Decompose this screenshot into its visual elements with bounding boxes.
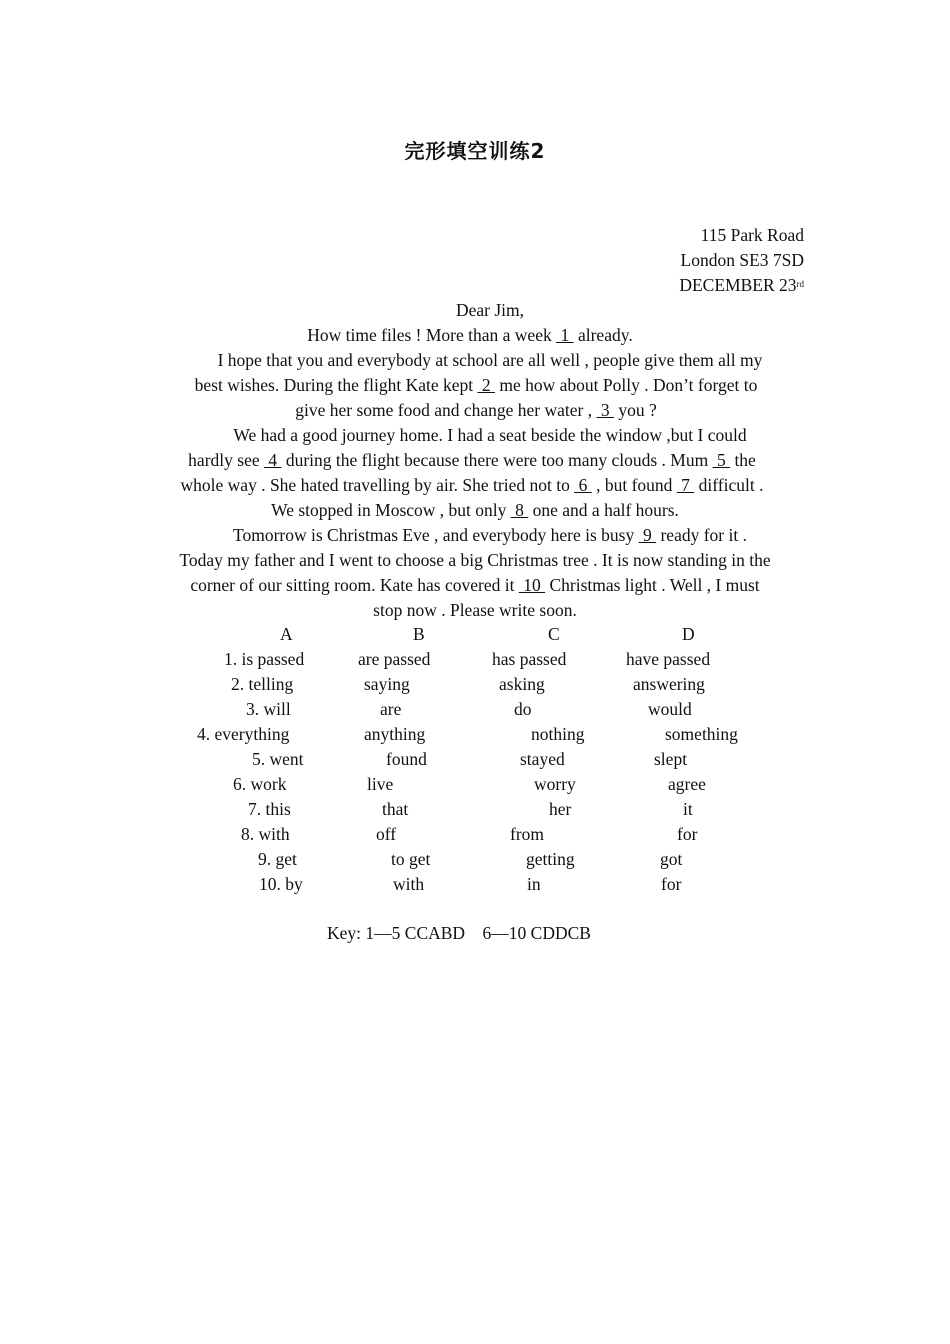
letter-text: me how about Polly . Don’t forget to	[495, 375, 758, 395]
option-cell: has passed	[492, 649, 567, 669]
letter-text: stop now . Please write soon.	[373, 600, 577, 620]
option-cell: 4. everything	[197, 724, 290, 744]
option-cell: something	[665, 724, 738, 744]
letter-text: , but found	[591, 475, 677, 495]
option-cell: slept	[654, 749, 688, 769]
date-main: DECEMBER 23	[679, 275, 797, 295]
option-cell: asking	[499, 674, 545, 694]
option-cell: are passed	[358, 649, 431, 669]
option-cell: do	[514, 699, 532, 719]
option-cell: answering	[633, 674, 705, 694]
letter-line	[0, 473, 947, 498]
option-column-header: A	[280, 624, 293, 644]
option-cell: her	[549, 799, 572, 819]
blank-number: 9	[638, 525, 657, 545]
letter-line	[0, 573, 950, 598]
option-cell: it	[683, 799, 693, 819]
option-cell: got	[660, 849, 683, 869]
blank-number: 2	[477, 375, 496, 395]
letter-text: Today my father and I went to choose a big Christmas tree . It is now standing in the	[179, 550, 771, 570]
option-cell: with	[393, 874, 425, 894]
letter-date	[679, 273, 804, 298]
letter-text: give her some food and change her water ,	[295, 400, 597, 420]
option-cell: would	[648, 699, 692, 719]
letter-text: the	[730, 450, 756, 470]
option-cell: agree	[668, 774, 706, 794]
letter-text: best wishes. During the flight Kate kept	[194, 375, 478, 395]
option-cell: worry	[534, 774, 576, 794]
option-cell: in	[527, 874, 541, 894]
blank-number: 4	[263, 450, 282, 470]
option-cell: that	[382, 799, 409, 819]
blank-number: 5	[712, 450, 731, 470]
letter-text: already.	[573, 325, 633, 345]
letter-text: whole way . She hated travelling by air. She tried not to	[180, 475, 575, 495]
letter-text: during the flight because there were too many clouds . Mum	[281, 450, 713, 470]
letter-text: Tomorrow is Christmas Eve , and everybody here is busy	[233, 525, 639, 545]
option-cell: 2. telling	[231, 674, 294, 694]
letter-text: ready for it .	[656, 525, 747, 545]
letter-text: How time files ! More than a week	[307, 325, 557, 345]
letter-line	[1, 373, 950, 398]
option-cell: 6. work	[233, 774, 287, 794]
blank-number: 7	[676, 475, 695, 495]
letter-text: corner of our sitting room. Kate has covered it	[190, 575, 519, 595]
option-cell: 7. this	[248, 799, 291, 819]
option-column-header: D	[682, 624, 695, 644]
date-suffix: rd	[796, 279, 804, 289]
letter-text: Christmas light . Well , I must	[545, 575, 760, 595]
option-cell: 10. by	[259, 874, 303, 894]
letter-text: you ?	[614, 400, 657, 420]
option-cell: 3. will	[246, 699, 291, 719]
option-cell: 5. went	[252, 749, 304, 769]
option-cell: 1. is passed	[224, 649, 305, 669]
option-cell: 8. with	[241, 824, 290, 844]
blank-number: 3	[596, 400, 614, 420]
option-cell: live	[367, 774, 394, 794]
letter-line	[0, 598, 950, 623]
letter-line	[1, 398, 950, 423]
letter-greeting: Dear Jim,	[455, 300, 525, 320]
blank-number: 6	[574, 475, 592, 495]
option-cell: nothing	[531, 724, 585, 744]
letter-text: We had a good journey home. I had a seat beside the window ,but I could	[233, 425, 747, 445]
option-cell: saying	[364, 674, 410, 694]
blank-number: 1	[556, 325, 574, 345]
letter-text: hardly see	[188, 450, 264, 470]
option-column-header: C	[548, 624, 560, 644]
option-cell: to get	[391, 849, 431, 869]
letter-line	[0, 548, 950, 573]
option-cell: anything	[364, 724, 426, 744]
page-title: 完形填空训练2	[404, 139, 546, 163]
blank-number: 10	[518, 575, 546, 595]
option-cell: from	[510, 824, 545, 844]
option-column-header: B	[413, 624, 425, 644]
option-cell: are	[380, 699, 402, 719]
answer-key: Key: 1—5 CCABD 6—10 CDDCB	[327, 923, 591, 943]
option-cell: 9. get	[258, 849, 297, 869]
option-cell: stayed	[520, 749, 565, 769]
option-cell: getting	[526, 849, 575, 869]
option-cell: found	[386, 749, 427, 769]
blank-number: 8	[510, 500, 529, 520]
letter-text: difficult .	[694, 475, 764, 495]
letter-line	[15, 423, 950, 448]
option-cell: have passed	[626, 649, 711, 669]
letter-line	[15, 523, 950, 548]
option-cell: off	[376, 824, 397, 844]
letter-line	[15, 348, 950, 373]
letter-line	[0, 448, 947, 473]
address-line-2: London SE3 7SD	[680, 250, 804, 270]
letter-line	[0, 498, 950, 523]
option-cell: for	[677, 824, 698, 844]
option-cell: for	[661, 874, 682, 894]
address-line-1: 115 Park Road	[700, 225, 804, 245]
letter-text: We stopped in Moscow , but only	[271, 500, 511, 520]
letter-line	[0, 323, 945, 348]
letter-text: one and a half hours.	[528, 500, 679, 520]
letter-text: I hope that you and everybody at school are all well , people give them all my	[217, 350, 763, 370]
